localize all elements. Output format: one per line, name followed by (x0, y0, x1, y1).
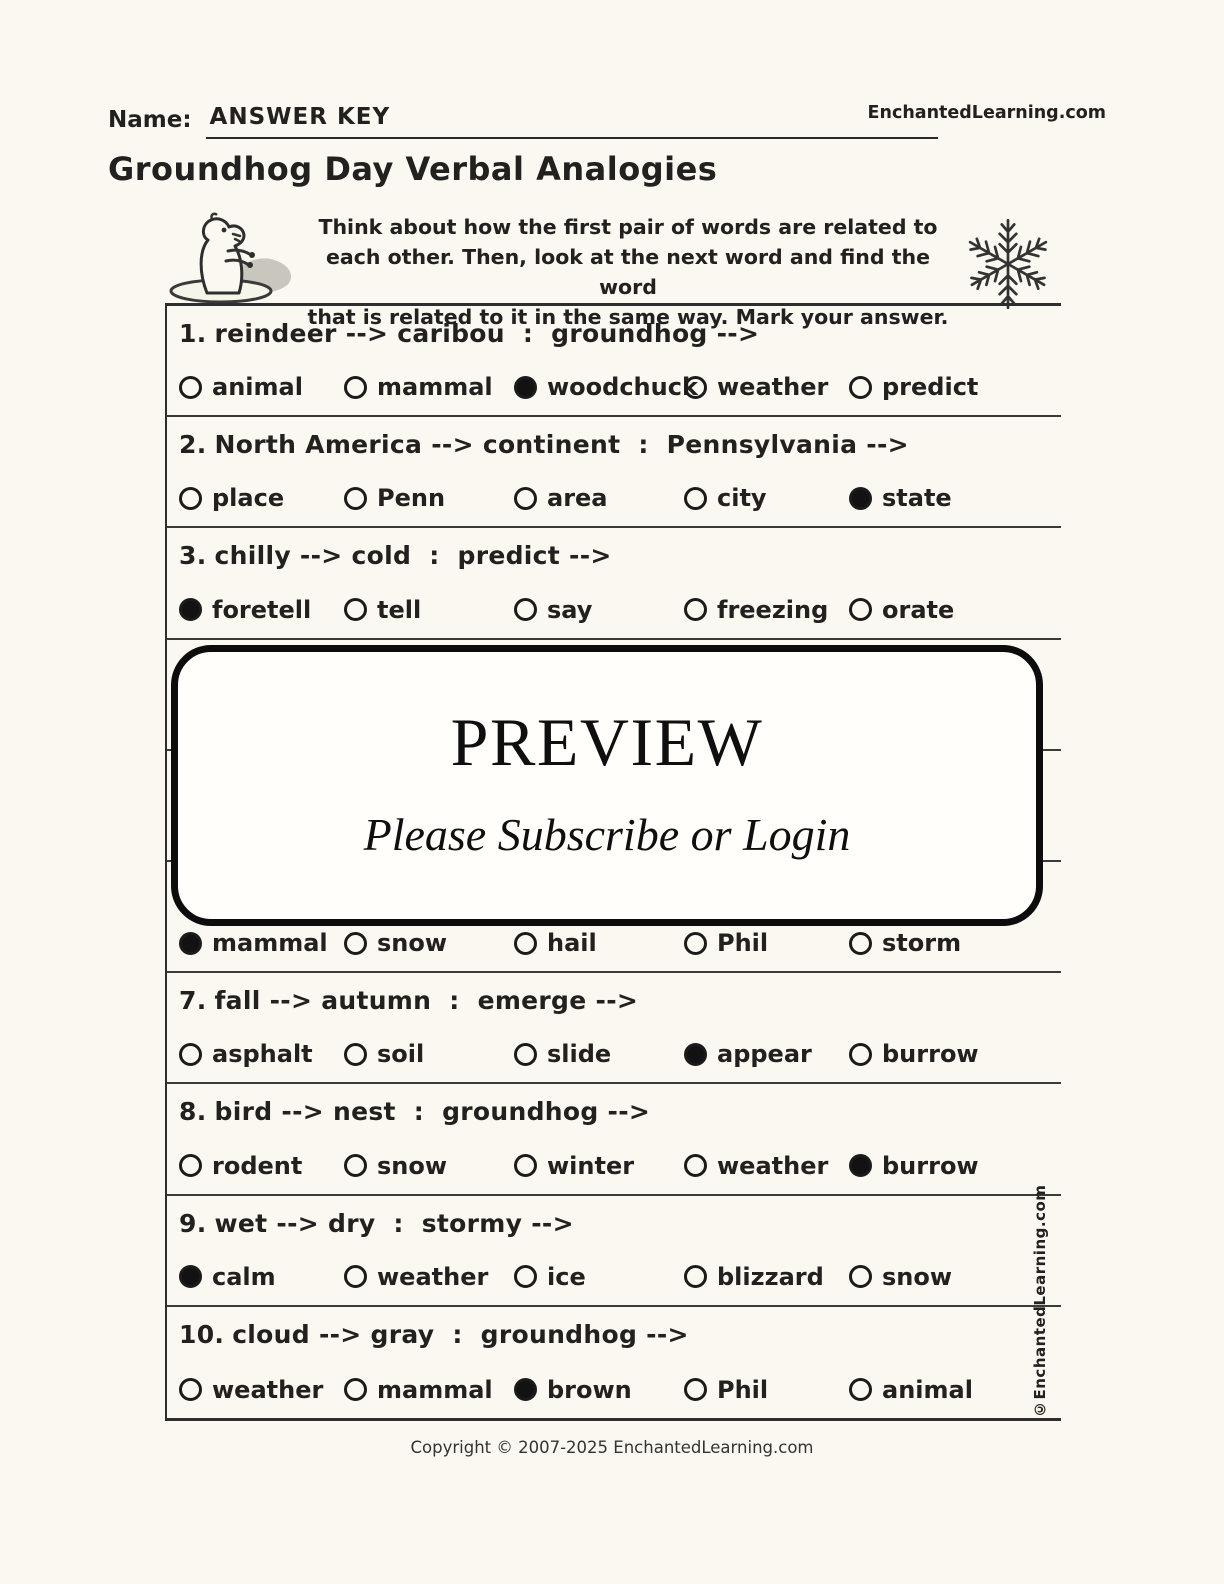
radio-selected-icon (514, 1378, 537, 1401)
answer-option-label: foretell (212, 595, 312, 624)
answer-option (849, 1152, 1061, 1180)
answer-options (167, 373, 1061, 415)
question-number: 2. (179, 430, 207, 460)
answer-option-label: orate (882, 595, 955, 624)
answer-options (167, 1040, 1061, 1082)
answer-option-label: freezing (717, 595, 829, 624)
radio-selected-icon (849, 487, 872, 510)
name-field (108, 104, 938, 139)
question-prompt: chilly --> cold : predict --> (214, 541, 612, 571)
radio-unselected-icon (344, 1265, 367, 1288)
question-row (167, 1307, 1061, 1418)
answer-option-label: say (547, 595, 593, 624)
question-prompt: North America --> continent : Pennsylvania --> (214, 430, 909, 460)
radio-selected-icon (179, 1265, 202, 1288)
answer-option-label: Penn (377, 484, 446, 513)
answer-option-label: woodchuck (547, 373, 698, 402)
answer-option (684, 1152, 849, 1180)
question-row (167, 973, 1061, 1084)
radio-unselected-icon (849, 932, 872, 955)
answer-option-label: place (212, 484, 285, 513)
radio-unselected-icon (684, 376, 707, 399)
answer-option-label: city (717, 484, 767, 513)
radio-unselected-icon (344, 598, 367, 621)
answer-option-label: storm (882, 929, 962, 958)
side-copyright: ©EnchantedLearning.com (1031, 1184, 1049, 1418)
radio-unselected-icon (344, 487, 367, 510)
answer-option (849, 373, 1061, 401)
answer-option (179, 1376, 344, 1404)
radio-unselected-icon (179, 1378, 202, 1401)
question-number: 7. (179, 986, 207, 1016)
answer-option-label: animal (212, 373, 303, 402)
answer-option (344, 1263, 514, 1291)
radio-unselected-icon (179, 376, 202, 399)
radio-selected-icon (179, 598, 202, 621)
question-row (167, 1084, 1061, 1195)
answer-option (849, 929, 1061, 957)
answer-option (684, 1376, 849, 1404)
question-prompt: fall --> autumn : emerge --> (214, 986, 639, 1016)
answer-option (514, 929, 684, 957)
radio-unselected-icon (514, 1154, 537, 1177)
answer-option (344, 929, 514, 957)
answer-options (167, 484, 1061, 526)
answer-option-label: soil (377, 1040, 425, 1069)
answer-option (514, 1376, 684, 1404)
name-label: Name: (108, 107, 192, 133)
radio-unselected-icon (849, 598, 872, 621)
answer-option-label: snow (377, 1151, 448, 1180)
radio-unselected-icon (344, 1154, 367, 1177)
radio-selected-icon (514, 376, 537, 399)
answer-option-label: tell (377, 595, 422, 624)
answer-option-label: animal (882, 1375, 973, 1404)
answer-option (344, 373, 514, 401)
radio-unselected-icon (684, 1154, 707, 1177)
question-prompt-line (167, 973, 1061, 1015)
answer-option (684, 373, 849, 401)
answer-option (849, 596, 1061, 624)
answer-option (684, 929, 849, 957)
answer-options (167, 1376, 1061, 1418)
answer-option (514, 1263, 684, 1291)
radio-unselected-icon (684, 598, 707, 621)
answer-option (179, 1152, 344, 1180)
answer-option (684, 596, 849, 624)
preview-title: PREVIEW (450, 703, 764, 780)
question-prompt-line (167, 528, 1061, 570)
answer-option-label: weather (377, 1262, 489, 1291)
answer-option (344, 484, 514, 512)
answer-option-label: Phil (717, 1375, 769, 1404)
answer-option (179, 373, 344, 401)
snowflake-icon (958, 214, 1058, 314)
answer-option-label: weather (717, 1151, 829, 1180)
question-row (167, 528, 1061, 639)
radio-unselected-icon (849, 1378, 872, 1401)
answer-option (179, 1263, 344, 1291)
radio-unselected-icon (514, 932, 537, 955)
answer-option-label: brown (547, 1375, 632, 1404)
answer-option (514, 373, 698, 402)
answer-option-label: rodent (212, 1151, 303, 1180)
radio-selected-icon (684, 1043, 707, 1066)
question-number: 1. (179, 319, 207, 348)
answer-option-label: burrow (882, 1151, 979, 1180)
radio-selected-icon (179, 932, 202, 955)
question-number: 3. (179, 541, 207, 571)
answer-option-label: predict (882, 373, 979, 402)
answer-option (344, 1152, 514, 1180)
radio-unselected-icon (684, 932, 707, 955)
answer-options (167, 929, 1061, 971)
answer-option (849, 1263, 1061, 1291)
answer-option (684, 1040, 849, 1068)
answer-options (167, 596, 1061, 638)
preview-subscribe-login-link[interactable]: Please Subscribe or Login (363, 808, 851, 860)
radio-unselected-icon (514, 1043, 537, 1066)
radio-unselected-icon (849, 1265, 872, 1288)
answer-options (167, 1263, 1061, 1305)
answer-option-label: Phil (717, 929, 769, 958)
instruction-line: each other. Then, look at the next word and find the word (325, 245, 931, 299)
answer-option-label: blizzard (717, 1262, 824, 1291)
answer-option-label: appear (717, 1040, 812, 1069)
radio-unselected-icon (344, 1378, 367, 1401)
footer-copyright: Copyright © 2007-2025 EnchantedLearning.com (410, 1438, 814, 1457)
question-prompt: bird --> nest : groundhog --> (214, 1097, 651, 1127)
answer-option (514, 1040, 684, 1068)
radio-unselected-icon (179, 1043, 202, 1066)
question-prompt: cloud --> gray : groundhog --> (232, 1319, 689, 1349)
radio-unselected-icon (344, 1043, 367, 1066)
answer-option-label: weather (717, 373, 829, 402)
answer-option-label: snow (377, 929, 448, 958)
answer-option-label: calm (212, 1262, 276, 1291)
answer-option (179, 596, 344, 624)
radio-unselected-icon (344, 376, 367, 399)
question-row (167, 1196, 1061, 1307)
radio-unselected-icon (684, 1378, 707, 1401)
question-number: 8. (179, 1097, 207, 1127)
radio-unselected-icon (849, 1043, 872, 1066)
radio-unselected-icon (179, 487, 202, 510)
name-value: ANSWER KEY (206, 104, 938, 139)
site-header: EnchantedLearning.com (867, 103, 1106, 123)
answer-option (514, 1152, 684, 1180)
question-prompt: wet --> dry : stormy --> (214, 1208, 574, 1238)
radio-unselected-icon (684, 487, 707, 510)
radio-unselected-icon (684, 1265, 707, 1288)
answer-option-label: ice (547, 1262, 586, 1291)
groundhog-icon (165, 203, 295, 305)
question-prompt-line (167, 306, 1061, 348)
answer-option-label: state (882, 484, 952, 513)
question-prompt-line (167, 1084, 1061, 1126)
question-row (167, 417, 1061, 528)
radio-unselected-icon (514, 1265, 537, 1288)
answer-option-label: mammal (212, 929, 328, 958)
answer-option (179, 484, 344, 512)
answer-option (344, 1376, 514, 1404)
answer-option (684, 1263, 849, 1291)
answer-option (514, 596, 684, 624)
answer-option (849, 484, 1061, 512)
radio-unselected-icon (849, 376, 872, 399)
answer-option-label: snow (882, 1262, 953, 1291)
radio-unselected-icon (344, 932, 367, 955)
answer-option-label: mammal (377, 1375, 493, 1404)
answer-option-label: mammal (377, 373, 493, 402)
answer-option-label: winter (547, 1151, 635, 1180)
question-prompt-line (167, 417, 1061, 459)
answer-option (179, 1040, 344, 1068)
answer-option (849, 1376, 1061, 1404)
question-number: 9. (179, 1208, 207, 1238)
answer-option (514, 484, 684, 512)
answer-option-label: asphalt (212, 1040, 313, 1069)
answer-option-label: slide (547, 1040, 612, 1069)
answer-option (344, 596, 514, 624)
answer-option-label: weather (212, 1375, 324, 1404)
preview-overlay (171, 645, 1043, 926)
page-title: Groundhog Day Verbal Analogies (108, 150, 718, 188)
radio-unselected-icon (179, 1154, 202, 1177)
question-prompt-line (167, 1307, 1061, 1349)
answer-options (167, 1152, 1061, 1194)
answer-option (849, 1040, 1061, 1068)
question-row (167, 306, 1061, 417)
answer-option-label: area (547, 484, 608, 513)
instruction-line: Think about how the first pair of words are related to (318, 215, 938, 239)
answer-option (684, 484, 849, 512)
answer-option (344, 1040, 514, 1068)
question-prompt: reindeer --> caribou : groundhog --> (214, 319, 760, 348)
answer-option-label: burrow (882, 1040, 979, 1069)
radio-selected-icon (849, 1154, 872, 1177)
question-prompt-line (167, 1196, 1061, 1238)
question-number: 10. (179, 1319, 225, 1349)
radio-unselected-icon (514, 487, 537, 510)
answer-option (179, 929, 344, 957)
radio-unselected-icon (514, 598, 537, 621)
instruction-line: that is related to it in the same way. Mark your answer. (307, 305, 949, 329)
answer-option-label: hail (547, 929, 597, 958)
